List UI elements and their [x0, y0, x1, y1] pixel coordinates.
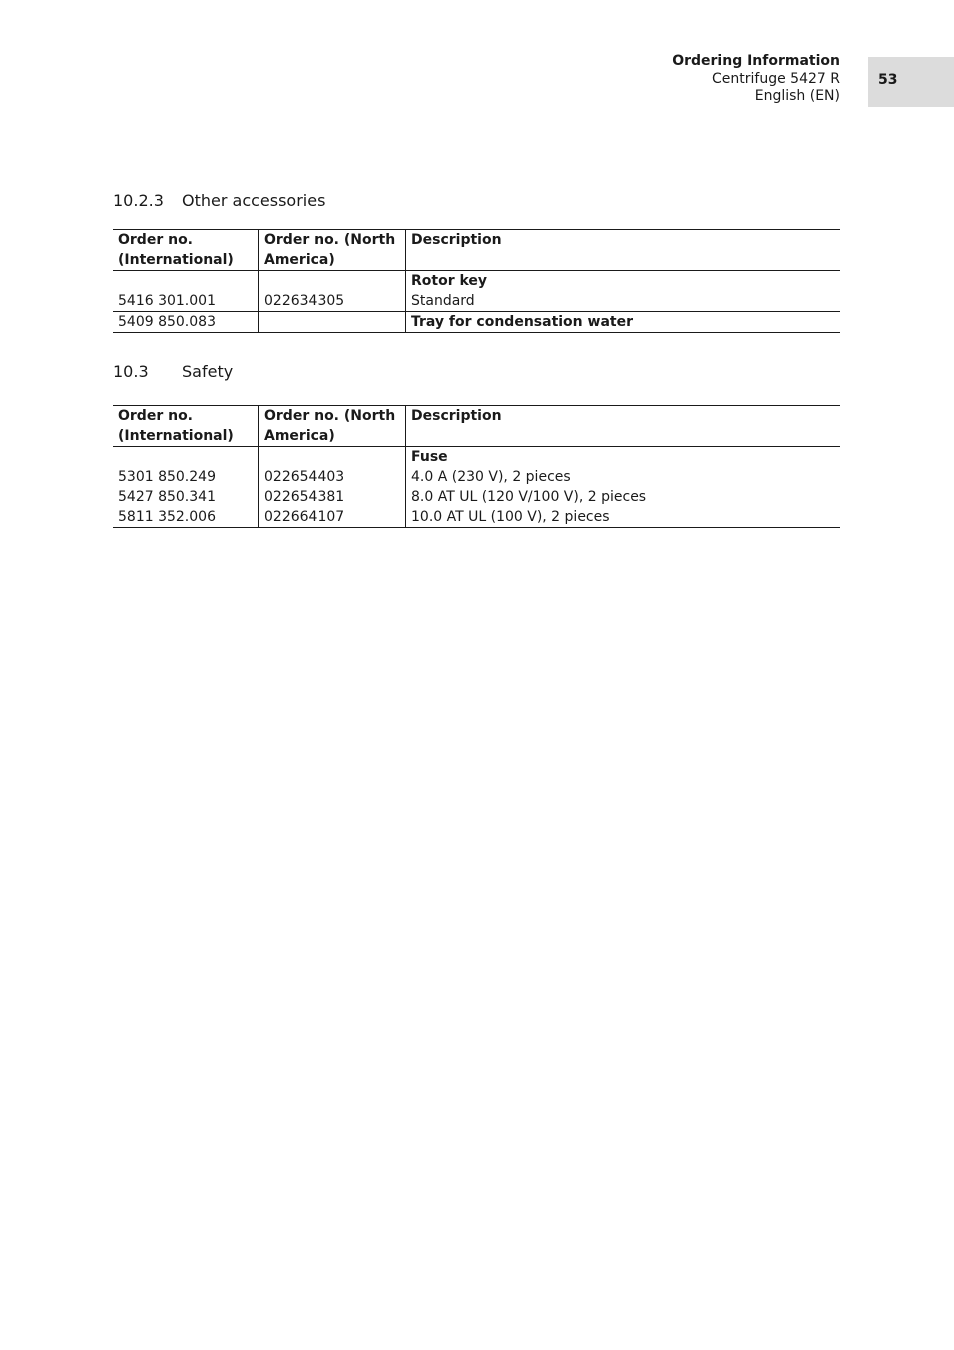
table-row — [113, 447, 840, 528]
column-header-north-america: Order no. (North America) — [259, 230, 406, 271]
section-title: Other accessories — [182, 191, 326, 210]
table-row — [113, 312, 840, 333]
description-list — [406, 447, 841, 528]
table-row — [113, 271, 840, 312]
section-title: Safety — [182, 362, 234, 381]
table-header-row — [113, 406, 840, 447]
header-product: Centrifuge 5427 R — [712, 70, 840, 87]
order-no-north-america — [259, 312, 406, 333]
order-no-north-america-list — [259, 447, 406, 528]
order-no-north-america: 022654381 — [264, 489, 345, 505]
page-number-tab — [868, 57, 954, 107]
safety-table — [113, 405, 840, 528]
page-number: 53 — [878, 72, 898, 88]
section-number: 10.3 — [113, 362, 149, 381]
description: Tray for condensation water — [406, 312, 841, 333]
header-language: English (EN) — [754, 88, 840, 104]
column-header-north-america: Order no. (North America) — [259, 406, 406, 447]
group-title: Fuse — [411, 449, 448, 465]
order-no-north-america: 022654403 — [264, 469, 345, 485]
section-number: 10.2.3 — [113, 191, 164, 210]
order-no-north-america: 022634305 — [259, 271, 406, 312]
group-title: Rotor key — [411, 273, 488, 289]
column-header-description: Description — [406, 230, 841, 271]
description: Standard — [411, 293, 475, 309]
description: 8.0 AT UL (120 V/100 V), 2 pieces — [411, 489, 647, 505]
header-title: Ordering Information — [672, 53, 840, 69]
order-no-international: 5416 301.001 — [113, 271, 259, 312]
order-no-international: 5427 850.341 — [118, 489, 216, 505]
section-heading-other-accessories — [113, 191, 326, 211]
column-header-international: Order no. (International) — [113, 406, 259, 447]
description: 10.0 AT UL (100 V), 2 pieces — [411, 509, 610, 525]
section-heading-safety — [113, 362, 234, 382]
order-no-international: 5409 850.083 — [113, 312, 259, 333]
order-no-north-america: 022664107 — [264, 509, 345, 525]
description: 4.0 A (230 V), 2 pieces — [411, 469, 571, 485]
order-no-international: 5301 850.249 — [118, 469, 216, 485]
column-header-description: Description — [406, 406, 841, 447]
running-header — [672, 53, 840, 106]
description-cell — [406, 271, 841, 312]
order-no-international: 5811 352.006 — [118, 509, 216, 525]
other-accessories-table — [113, 229, 840, 333]
order-no-international-list — [113, 447, 259, 528]
table-header-row — [113, 230, 840, 271]
column-header-international: Order no. (International) — [113, 230, 259, 271]
